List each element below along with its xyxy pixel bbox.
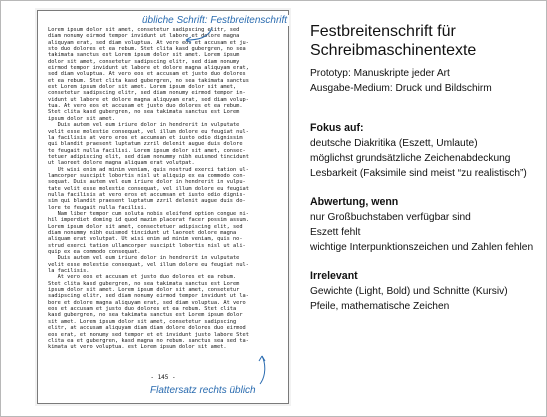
typed-line: Ut wisi enim ad minim veniam, quis nostrud exerci tation ul- bbox=[48, 166, 249, 173]
typed-line: la facilisis at vero eros et accumsan et iusto odio dignissim bbox=[48, 134, 243, 141]
annotation-alignment: Flattersatz rechts üblich bbox=[150, 385, 256, 396]
typed-line: et ea rebum. Stet clita kasd gubergren, no sea takimata sanctus bbox=[48, 77, 249, 84]
irrelevant-item: Pfeile, mathematische Zeichen bbox=[310, 301, 450, 312]
focus-heading: Fokus auf: bbox=[310, 122, 364, 134]
typed-line: aliquyam erat, sed diam voluptua. At vero eos et accusam et ju- bbox=[48, 39, 249, 46]
irrelevant-heading: Irrelevant bbox=[310, 270, 358, 282]
typed-line: eos et accusam et justo duo dolores et ea rebum. Stet clita bbox=[48, 306, 237, 313]
typed-line: ut laoreet dolore magna aliquam erat volutpat. bbox=[48, 160, 195, 167]
typed-line: Lorem ipsum dolor sit amet, consectetuer adipiscing elit, sed bbox=[48, 223, 243, 230]
devaluation-item: Eszett fehlt bbox=[310, 227, 361, 238]
typed-line: eos erat, et nonumy sed tempor et et invidunt justo labore Stet bbox=[48, 331, 249, 338]
arrow-icon bbox=[178, 26, 218, 44]
page-number: - 145 - bbox=[150, 374, 176, 381]
typed-line: aliquam erat volutpat. Ut wisi enim ad minim veniam, quis no- bbox=[48, 236, 243, 243]
prototype-text: Prototyp: Manuskripte jeder Art bbox=[310, 68, 450, 79]
typed-line: tetuer adipiscing elit, sed diam nonummy nibh euismod tincidunt bbox=[48, 153, 249, 160]
typed-line: lore te feugait nulla facilisi. bbox=[48, 204, 147, 211]
arrow-icon bbox=[250, 352, 274, 386]
typed-line: dolor sit amet, consetetur sadipscing elitr, sed diam nonumy bbox=[48, 58, 240, 65]
typed-line: At vero eos et accusam et justo duo dolores et ea rebum. bbox=[48, 274, 237, 281]
typed-line: bore et dolore magna aliquyam erat, sed diam voluptua. At vero bbox=[48, 299, 246, 306]
panel-title-line-1: Festbreitenschrift für bbox=[310, 23, 456, 40]
typewriter-page bbox=[37, 10, 289, 404]
typed-line: ipsum dolor sit amet. Lorem ipsum dolor sit amet, consetetur bbox=[48, 287, 240, 294]
focus-item: Lesbarkeit (Faksimile sind meist “zu realistisch”) bbox=[310, 168, 527, 179]
typed-line: clita ea et gubergren, kasd magna no rebum. sanctus sea sed ta- bbox=[48, 337, 249, 344]
typed-line: Stet clita kasd gubergren, no sea takimata sanctus est Lorem bbox=[48, 280, 240, 287]
typed-line: lamcorper suscipit lobortis nisl ut aliquip ex ea commodo con- bbox=[48, 172, 246, 179]
typed-line: sed diam voluptua. At vero eos et accusam et justo duo dolores bbox=[48, 71, 246, 78]
typed-line: Duis autem vel eum iriure dolor in hendrerit in vulputate bbox=[48, 255, 240, 262]
typed-line: te feugait nulla facilisi. Lorem ipsum dolor sit amet, consec- bbox=[48, 147, 246, 154]
typed-line: sequat. Duis autem vel eum iriure dolor in hendrerit in vulpu- bbox=[48, 179, 246, 186]
typed-line: la facilisis. bbox=[48, 268, 90, 275]
typed-line: hil imperdiet doming id quod mazim placerat facer possim assum. bbox=[48, 217, 249, 224]
typed-line: Nam liber tempor cum soluta nobis eleifend option congue ni- bbox=[48, 210, 249, 217]
typed-line: est Lorem ipsum dolor sit amet. Lorem ipsum dolor sit amet, bbox=[48, 84, 237, 91]
typed-line: Lorem ipsum dolor sit amet, consetetur sadipscing elitr, sed bbox=[48, 27, 240, 33]
typed-line: elitr, at accusam aliquyam diam diam dolore dolores duo eirmod bbox=[48, 325, 246, 332]
typed-line: strud exerci tation ullamcorper suscipit lobortis nisl ut ali- bbox=[48, 242, 246, 249]
typed-line: ipsum dolor sit amet. bbox=[48, 115, 115, 122]
devaluation-item: wichtige Interpunktionszeichen und Zahlen fehlen bbox=[310, 242, 534, 253]
typed-line: velit esse molestie consequat, vel illum dolore eu feugiat nul- bbox=[48, 261, 249, 268]
devaluation-heading: Abwertung, wenn bbox=[310, 196, 399, 208]
focus-item: möglichst grundsätzliche Zeichenabdeckung bbox=[310, 153, 511, 164]
typed-line: diam nonumy eirmod tempor invidunt ut labore et dolore magna bbox=[48, 33, 240, 40]
typed-line: kimata ut vero voluptua. est Lorem ipsum dolor sit amet. bbox=[48, 344, 227, 351]
focus-item: deutsche Diakritika (Eszett, Umlaute) bbox=[310, 138, 478, 149]
typed-line: kasd gubergren, no sea takimata sanctus est Lorem ipsum dolor bbox=[48, 312, 243, 319]
typed-line: qui blandit praesent luptatum zzril delenit augue duis dolore bbox=[48, 141, 243, 148]
typed-line: sim qui blandit praesent luptatum zzril delenit augue duis do- bbox=[48, 198, 246, 205]
typewritten-text-block bbox=[48, 27, 280, 357]
typed-line: tua. At vero eos et accusam et justo duo dolores et ea rebum. bbox=[48, 103, 243, 110]
typed-line: diam nonummy nibh euismod tincidunt ut laoreet dolore magna bbox=[48, 230, 237, 236]
description-panel bbox=[310, 22, 542, 314]
typed-line: nulla facilisis at vero eros et accumsan et iusto odio dignis- bbox=[48, 191, 246, 198]
typed-line: eirmod tempor invidunt ut labore et dolore magna aliquyam erat, bbox=[48, 65, 249, 72]
typed-line: sto duo dolores et ea rebum. Stet clita kasd gubergren, no sea bbox=[48, 46, 246, 53]
annotation-typeface: übliche Schrift: Festbreitenschrift bbox=[142, 15, 288, 26]
typed-line: velit esse molestie consequat, vel illum dolore eu feugiat nul- bbox=[48, 128, 249, 135]
typed-line: consetetur sadipscing elitr, sed diam nonumy eirmod tempor in- bbox=[48, 90, 246, 97]
typed-line: sit amet. Lorem ipsum dolor sit amet, consetetur sadipscing bbox=[48, 318, 237, 325]
typed-line: quip ex ea commodo consequat. bbox=[48, 249, 141, 256]
typed-line: vidunt ut labore et dolore magna aliquyam erat, sed diam volup- bbox=[48, 96, 249, 103]
devaluation-item: nur Großbuchstaben verfügbar sind bbox=[310, 212, 471, 223]
panel-title-line-2: Schreibmaschinentexte bbox=[310, 42, 477, 59]
irrelevant-item: Gewichte (Light, Bold) und Schnitte (Kursiv) bbox=[310, 286, 508, 297]
medium-text: Ausgabe-Medium: Druck und Bildschirm bbox=[310, 83, 492, 94]
typed-line: takimata sanctus est Lorem ipsum dolor sit amet. Lorem ipsum bbox=[48, 52, 240, 59]
typed-line: tate velit esse molestie consequat, vel illum dolore eu feugiat bbox=[48, 185, 249, 192]
typed-line: Stet clita kasd gubergren, no sea takimata sanctus est Lorem bbox=[48, 109, 240, 116]
typed-line: sadipscing elitr, sed diam nonumy eirmod tempor invidunt ut la- bbox=[48, 293, 249, 300]
typed-line: Duis autem vel eum iriure dolor in hendrerit in vulputate bbox=[48, 122, 240, 129]
